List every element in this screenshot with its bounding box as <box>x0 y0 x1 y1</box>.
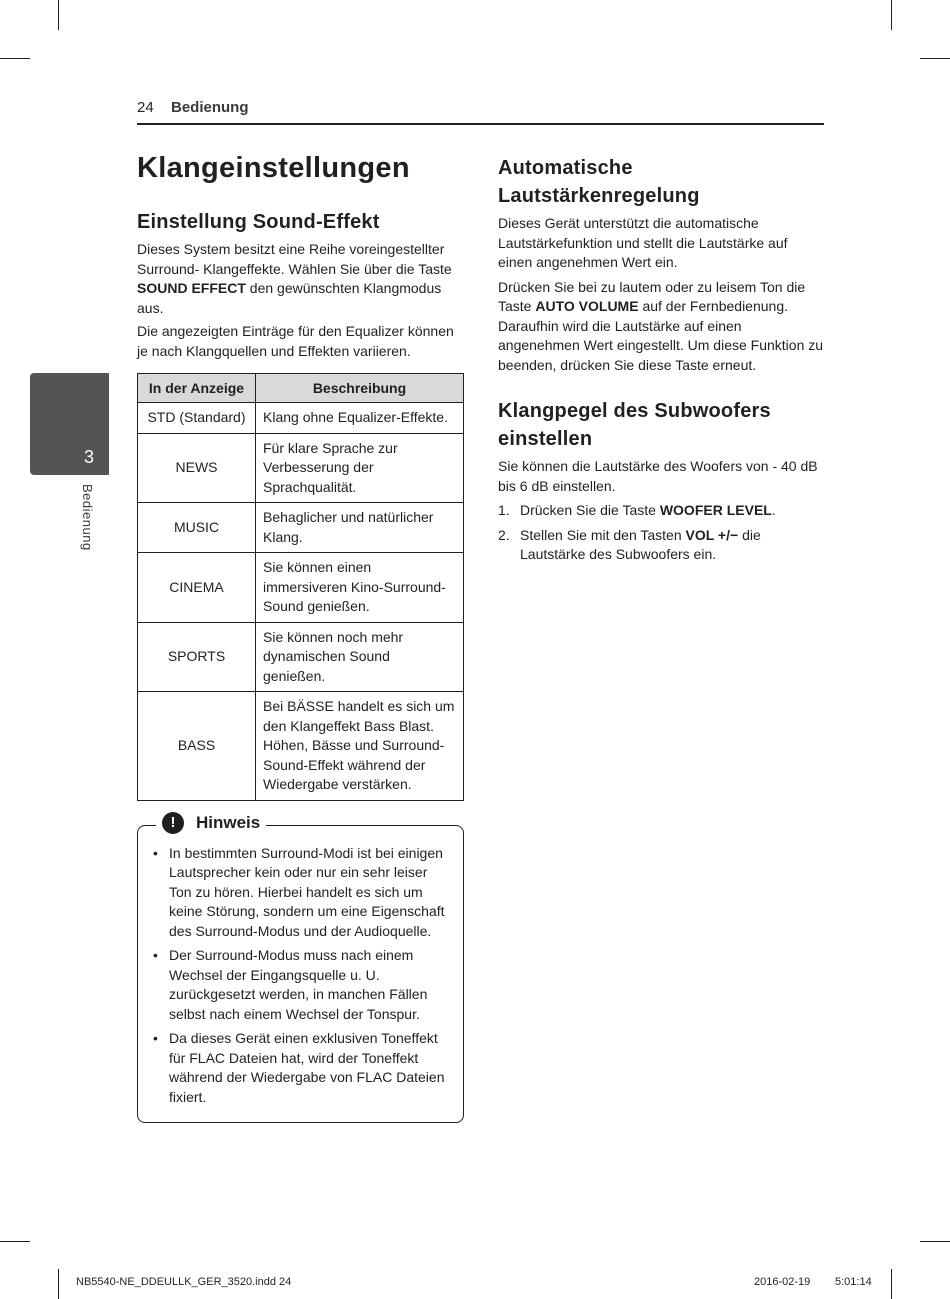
note-header <box>156 812 266 834</box>
mode-cell: CINEMA <box>138 553 256 623</box>
mode-cell: NEWS <box>138 433 256 503</box>
table-row <box>138 622 464 692</box>
crop-mark <box>0 58 30 59</box>
footer-filename: NB5540-NE_DDEULLK_GER_3520.indd 24 <box>76 1276 292 1288</box>
description-cell: Sie können einen immersiveren Kino-Surround-Sound genießen. <box>256 553 464 623</box>
page-number: 24 <box>137 99 154 116</box>
description-cell: Sie können noch mehr dynamischen Sound genießen. <box>256 622 464 692</box>
description-cell: Bei BÄSSE handelt es sich um den Klangeffekt Bass Blast. Höhen, Bässe und Surround-Sound-Effekt während der Wiedergabe verstärken. <box>256 692 464 801</box>
chapter-side-label: Bedienung <box>80 484 95 551</box>
note-box <box>137 812 464 1124</box>
step-item: 2. Stellen Sie mit den Tasten VOL +/− die Lautstärke des Subwoofers ein. <box>498 526 761 562</box>
crop-mark <box>58 1269 59 1299</box>
mode-cell: STD (Standard) <box>138 403 256 434</box>
table-row <box>138 553 464 623</box>
woofer-paragraph: Sie können die Lautstärke des Woofers von - 40 dB bis 6 dB einstellen. <box>498 458 818 494</box>
woofer-steps <box>498 501 824 565</box>
column-header-display: In der Anzeige <box>138 374 256 403</box>
auto-volume-instructions: Drücken Sie bei zu lautem oder zu leisem Ton die Taste AUTO VOLUME auf der Fernbedienung. Daraufhin wird die Lautstärke auf einen angenehmen Wert eingestellt. Um diese Funktion zu beenden, drücken Sie diese Taste erneut. <box>498 278 824 373</box>
sound-effect-heading: Einstellung Sound-Effekt <box>137 211 380 234</box>
auto-volume-paragraph: Dieses Gerät unterstützt die automatische Lautstärkefunktion und stellt die Lautstärke auf einen angenehmen Wert ein. <box>498 215 788 270</box>
chapter-number: 3 <box>84 447 95 467</box>
right-column <box>498 154 824 570</box>
footer-date: 2016-02-19 <box>754 1276 811 1288</box>
table-row <box>138 692 464 801</box>
auto-volume-heading: Automatische Lautstärkenregelung <box>498 157 700 207</box>
table-header-row <box>138 374 464 403</box>
left-column <box>137 150 464 1123</box>
description-cell: Für klare Sprache zur Verbesserung der Sprachqualität. <box>256 433 464 503</box>
description-cell: Klang ohne Equalizer-Effekte. <box>256 403 464 434</box>
mode-cell: SPORTS <box>138 622 256 692</box>
crop-mark <box>920 1241 950 1242</box>
crop-mark <box>58 0 59 30</box>
footer-time: 5:01:14 <box>835 1276 872 1288</box>
crop-mark <box>891 1269 892 1299</box>
page-title: Klangeinstellungen <box>137 152 410 184</box>
running-header-section: Bedienung <box>171 99 249 116</box>
note-list <box>153 844 449 1108</box>
table-row <box>138 503 464 553</box>
chapter-tab <box>30 373 109 475</box>
mode-cell: MUSIC <box>138 503 256 553</box>
crop-mark <box>920 58 950 59</box>
crop-mark <box>0 1241 30 1242</box>
equalizer-note-paragraph: Die angezeigten Einträge für den Equalizer können je nach Klangquellen und Effekten variieren. <box>137 323 454 359</box>
table-row <box>138 403 464 434</box>
note-item: • In bestimmten Surround-Modi ist bei einigen Lautsprecher kein oder nur ein sehr leiser Ton zu hören. Hierbei handelt es sich um keine Störung, sondern um eine Eigenschaft des Surround-Modus und der Audioquelle. <box>153 844 449 942</box>
sound-mode-table <box>137 373 464 801</box>
mode-cell: BASS <box>138 692 256 801</box>
note-title: Hinweis <box>196 812 261 832</box>
step-item: 1. Drücken Sie die Taste WOOFER LEVEL. <box>498 502 776 518</box>
woofer-heading: Klangpegel des Subwoofers einstellen <box>498 400 771 450</box>
crop-mark <box>891 0 892 30</box>
exclamation-icon: ! <box>162 812 184 834</box>
sound-effect-paragraph: Dieses System besitzt eine Reihe voreingestellter Surround- Klangeffekte. Wählen Sie über die Taste SOUND EFFECT den gewünschten Klangmodus aus. <box>137 241 452 316</box>
header-rule <box>137 123 824 125</box>
column-header-description: Beschreibung <box>256 374 464 403</box>
note-item: • Der Surround-Modus muss nach einem Wechsel der Eingangsquelle u. U. zurückgesetzt werden, in manchen Fällen selbst nach einem Wechsel der Tonspur. <box>153 946 449 1024</box>
table-row <box>138 433 464 503</box>
description-cell: Behaglicher und natürlicher Klang. <box>256 503 464 553</box>
note-item: • Da dieses Gerät einen exklusiven Toneffekt für FLAC Dateien hat, wird der Toneffekt während der Wiedergabe von FLAC Dateien fixiert. <box>153 1029 449 1107</box>
